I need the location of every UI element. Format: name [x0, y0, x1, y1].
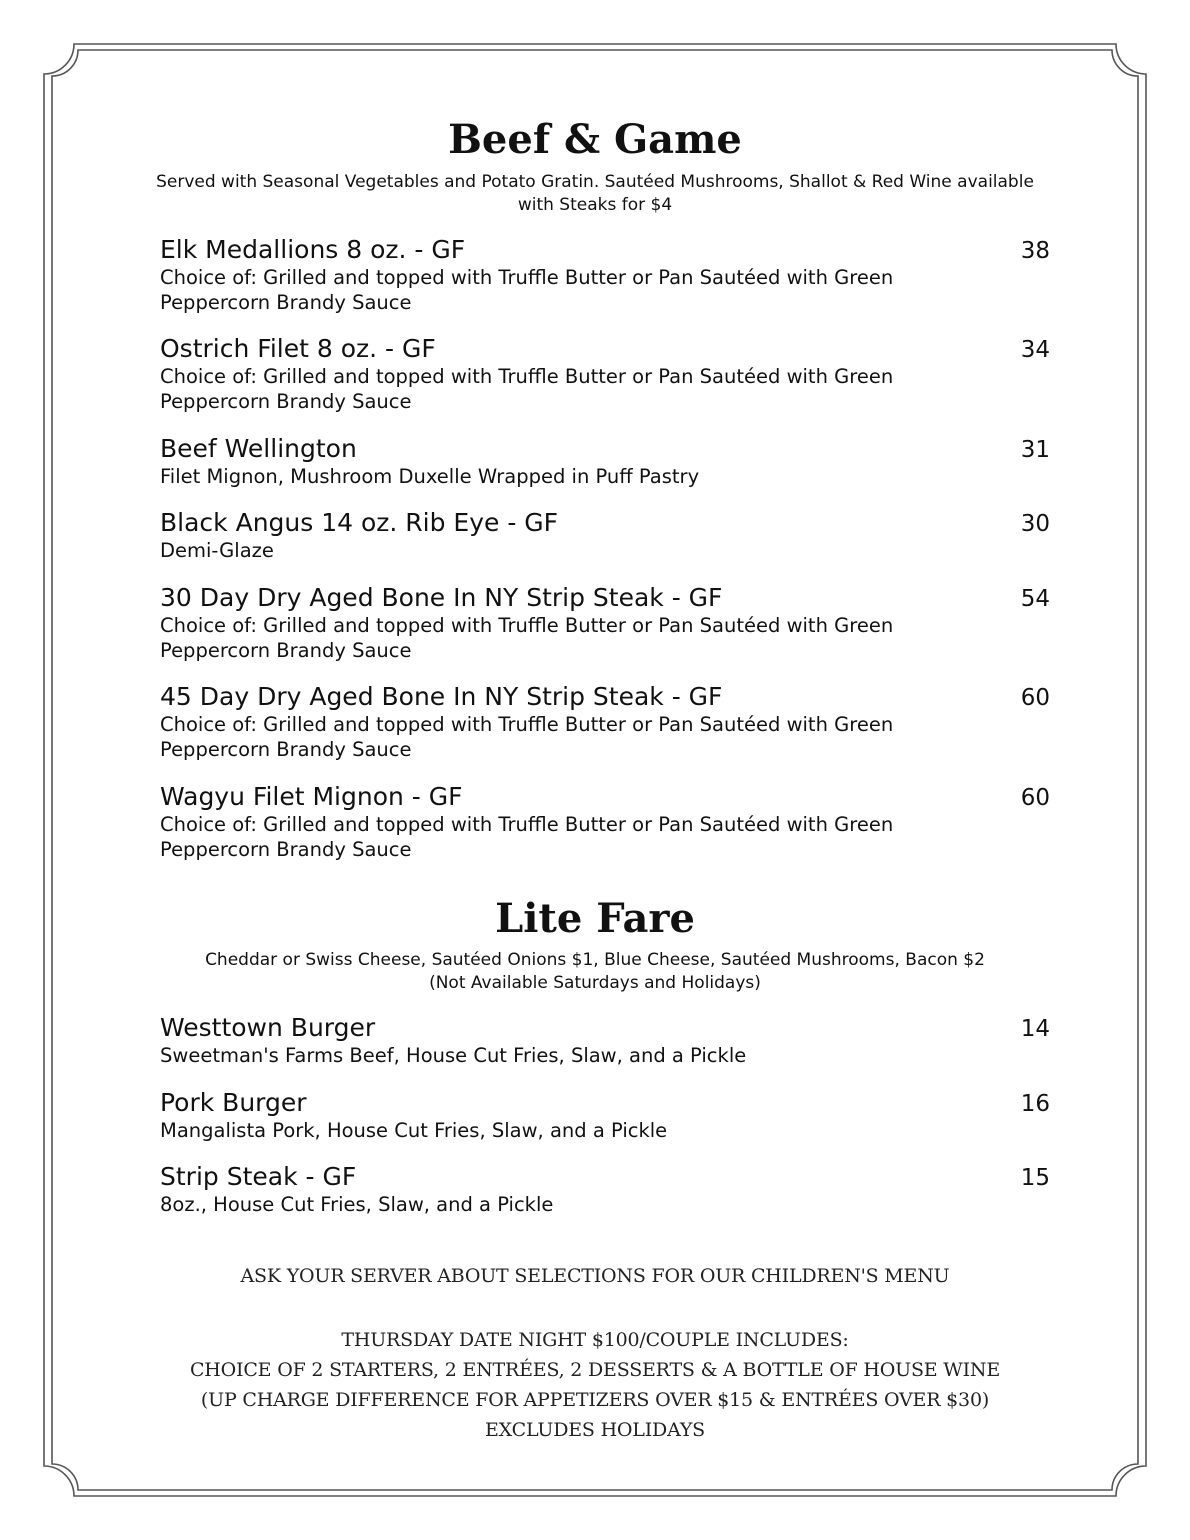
- date-night-line: EXCLUDES HOLIDAYS: [485, 1419, 705, 1441]
- menu-item: [160, 235, 1050, 315]
- menu-item-name: Elk Medallions 8 oz. - GF: [160, 235, 466, 264]
- date-night-line: CHOICE OF 2 STARTERS, 2 ENTRÉES, 2 DESSERTS & A BOTTLE OF HOUSE WINE: [189, 1359, 1001, 1381]
- menu-item: [160, 1088, 1050, 1143]
- lite-fare-note-line: Cheddar or Swiss Cheese, Sautéed Onions $1, Blue Cheese, Sautéed Mushrooms, Bacon $2: [205, 950, 985, 970]
- menu-item-price: 31: [1020, 437, 1050, 463]
- menu-item-name: Beef Wellington: [160, 434, 357, 463]
- menu-item-name: Wagyu Filet Mignon - GF: [160, 782, 463, 811]
- section-note-lite-fare: [140, 949, 1050, 995]
- menu-item-description: Demi-Glaze: [160, 539, 274, 562]
- menu-item-description: Choice of: Grilled and topped with Truffle Butter or Pan Sautéed with Green Peppercorn Brandy Sauce: [160, 614, 894, 662]
- menu-item-name: Black Angus 14 oz. Rib Eye - GF: [160, 508, 559, 537]
- menu-item-name: Pork Burger: [160, 1088, 307, 1117]
- menu-item-description: Sweetman's Farms Beef, House Cut Fries, Slaw, and a Pickle: [160, 1044, 747, 1067]
- menu-item: [160, 508, 1050, 563]
- menu-item-name: 30 Day Dry Aged Bone In NY Strip Steak - GF: [160, 583, 723, 612]
- menu-item-price: 15: [1020, 1165, 1050, 1191]
- menu-item-name: Ostrich Filet 8 oz. - GF: [160, 334, 436, 363]
- menu-item-price: 14: [1020, 1016, 1050, 1042]
- menu-item-description: Choice of: Grilled and topped with Truffle Butter or Pan Sautéed with Green Peppercorn Brandy Sauce: [160, 266, 894, 314]
- menu-item-name: Westtown Burger: [160, 1013, 376, 1042]
- menu-item-price: 34: [1020, 337, 1050, 363]
- menu-item-description: Filet Mignon, Mushroom Duxelle Wrapped in Puff Pastry: [160, 465, 700, 488]
- menu-item: [160, 434, 1050, 489]
- menu-item: [160, 682, 1050, 762]
- menu-item-description: Choice of: Grilled and topped with Truffle Butter or Pan Sautéed with Green Peppercorn Brandy Sauce: [160, 813, 894, 861]
- menu-item-price: 38: [1020, 238, 1050, 264]
- menu-item: [160, 782, 1050, 862]
- menu-item-description: Mangalista Pork, House Cut Fries, Slaw, and a Pickle: [160, 1119, 668, 1142]
- menu-item: [160, 583, 1050, 663]
- menu-item-price: 16: [1020, 1091, 1050, 1117]
- menu-item-price: 54: [1020, 586, 1050, 612]
- menu-item-price: 30: [1020, 511, 1050, 537]
- date-night-notice: [100, 1325, 1090, 1445]
- menu-item-name: 45 Day Dry Aged Bone In NY Strip Steak - GF: [160, 682, 723, 711]
- date-night-line: THURSDAY DATE NIGHT $100/COUPLE INCLUDES:: [341, 1329, 849, 1351]
- menu-item-description: Choice of: Grilled and topped with Truffle Butter or Pan Sautéed with Green Peppercorn Brandy Sauce: [160, 713, 894, 761]
- lite-fare-note-line: (Not Available Saturdays and Holidays): [429, 973, 761, 993]
- menu-item: [160, 334, 1050, 414]
- section-note-beef-game: Served with Seasonal Vegetables and Potato Gratin. Sautéed Mushrooms, Shallot & Red Wine available with Steaks for $4: [156, 172, 1034, 215]
- menu-item: [160, 1162, 1050, 1217]
- menu-item-description: Choice of: Grilled and topped with Truffle Butter or Pan Sautéed with Green Peppercorn Brandy Sauce: [160, 365, 894, 413]
- menu-item: [160, 1013, 1050, 1068]
- section-title-lite-fare: Lite Fare: [495, 895, 695, 942]
- childrens-menu-note: ASK YOUR SERVER ABOUT SELECTIONS FOR OUR CHILDREN'S MENU: [240, 1265, 950, 1287]
- menu-item-price: 60: [1020, 685, 1050, 711]
- menu-item-name: Strip Steak - GF: [160, 1162, 357, 1191]
- date-night-line: (UP CHARGE DIFFERENCE FOR APPETIZERS OVER $15 & ENTRÉES OVER $30): [200, 1389, 990, 1411]
- menu-item-price: 60: [1020, 785, 1050, 811]
- menu-item-description: 8oz., House Cut Fries, Slaw, and a Pickle: [160, 1193, 554, 1216]
- section-title-beef-game: Beef & Game: [448, 116, 742, 163]
